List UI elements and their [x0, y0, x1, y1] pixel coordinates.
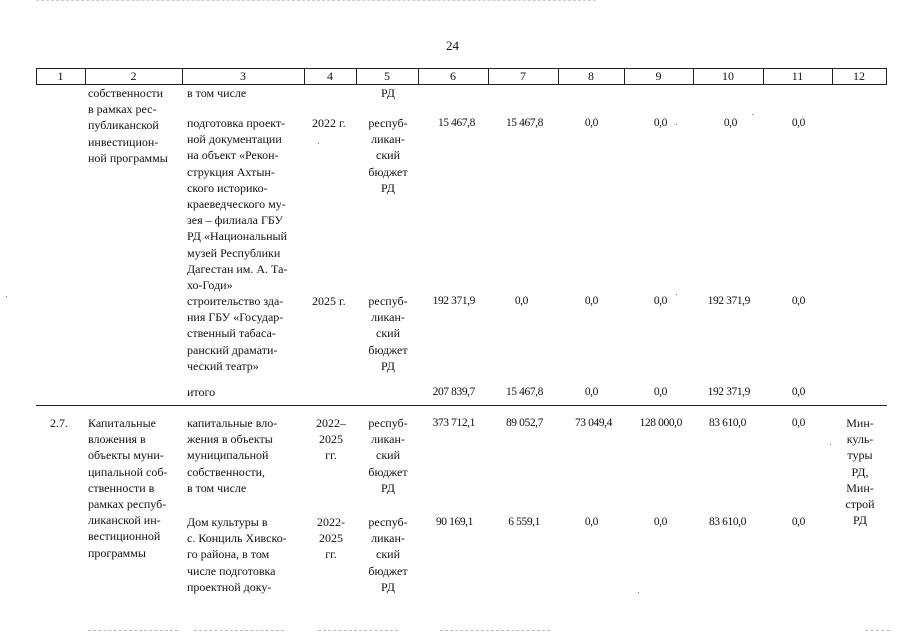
header-col-7: 7: [520, 69, 526, 83]
totalA-col8: 0,0: [584, 386, 598, 398]
totalA-col10: 192 371,9: [707, 386, 750, 398]
blockA-intro: в том числе: [187, 86, 247, 100]
header-col-1: 1: [57, 69, 64, 83]
totalA-label: итого: [187, 385, 216, 399]
rowB1-col7: 89 052,7: [505, 417, 543, 429]
rowA2-year: 2025 г.: [312, 294, 346, 308]
rowB1-source: респуб- ликан- ский бюджет РД: [368, 416, 408, 495]
header-col-3: 3: [240, 69, 246, 83]
header-col-5: 5: [384, 69, 390, 83]
rowA1-description: подготовка проект- ной документации на объект «Рекон- струкция Ахтын- ского историко- краеведческого му- зея – филиала ГБУ РД «Национальный музей Республики Дагестан им. А. Та- хо-Годи»: [187, 116, 288, 293]
totalA-col9: 0,0: [653, 386, 667, 398]
blockA-program-name: собственности в рамках рес- публиканской инвестицион- ной программы: [88, 86, 168, 165]
header-col-4: 4: [327, 69, 333, 83]
blockA-source-cont: РД: [381, 86, 395, 100]
rowA1-col11: 0,0: [791, 117, 805, 129]
rowA1-col7: 15 467,8: [505, 117, 543, 129]
rowB1-col6: 373 712,1: [432, 417, 475, 429]
blockB-program-name: Капитальные вложения в объекты муни- ципальной соб- ственности в рамках респуб- ликанской ин- вестиционной программы: [88, 416, 168, 560]
totalA-col7: 15 467,8: [505, 386, 543, 398]
rowB1-col8: 73 049,4: [574, 417, 612, 429]
blockB-row-number: 2.7.: [50, 416, 68, 430]
rowB2-col7: 6 559,1: [508, 516, 540, 528]
rowA2-col8: 0,0: [584, 295, 598, 307]
rowA2-col7: 0,0: [514, 295, 528, 307]
rowB1-description: капитальные вло- жения в объекты муниципальной собственности, в том числе: [187, 416, 278, 495]
header-col-11: 11: [791, 69, 804, 83]
rowB1-col9: 128 000,0: [639, 417, 682, 429]
rowB2-col8: 0,0: [584, 516, 598, 528]
rowA1-col8: 0,0: [584, 117, 598, 129]
rowA1-col9: 0,0: [653, 117, 667, 129]
header-col-10: 10: [722, 69, 734, 83]
rowB2-description: Дом культуры в с. Конциль Хивско- го района, в том числе подготовка проектной доку-: [187, 515, 287, 594]
totalA-col6: 207 839,7: [432, 386, 475, 398]
rowB2-col9: 0,0: [653, 516, 667, 528]
rowA1-source: респуб- ликан- ский бюджет РД: [368, 116, 408, 195]
rowB2-col6: 90 169,1: [435, 516, 473, 528]
rowA2-description: строительство зда- ния ГБУ «Государ- ственный табаса- ранский драмати- ческий театр»: [187, 294, 284, 373]
header-col-12: 12: [853, 69, 865, 83]
rowB2-col10: 83 610,0: [708, 516, 746, 528]
rowA1-col10: 0,0: [723, 117, 737, 129]
rowB2-source: респуб- ликан- ский бюджет РД: [368, 515, 408, 594]
rowB1-years: 2022– 2025 гг.: [316, 416, 346, 463]
rowA2-source: респуб- ликан- ский бюджет РД: [368, 294, 408, 373]
rowA2-col10: 192 371,9: [707, 295, 750, 307]
rowB1-col10: 83 610,0: [708, 417, 746, 429]
header-col-2: 2: [130, 69, 137, 83]
rowA1-year: 2022 г.: [312, 116, 346, 130]
rowA2-col11: 0,0: [791, 295, 805, 307]
header-col-8: 8: [588, 69, 594, 83]
header-col-9: 9: [655, 69, 662, 83]
rowB2-years: 2022- 2025 гг.: [317, 515, 345, 562]
totalA-col11: 0,0: [791, 386, 805, 398]
header-col-6: 6: [450, 69, 456, 83]
rowB1-col11: 0,0: [791, 417, 805, 429]
page-number: 24: [446, 38, 459, 53]
blockB-responsible: Мин- куль- туры РД, Мин- строй РД: [845, 416, 875, 528]
rowB2-col11: 0,0: [791, 516, 805, 528]
rowA1-col6: 15 467,8: [437, 117, 475, 129]
rowA2-col9: 0,0: [653, 295, 667, 307]
rowA2-col6: 192 371,9: [432, 295, 475, 307]
